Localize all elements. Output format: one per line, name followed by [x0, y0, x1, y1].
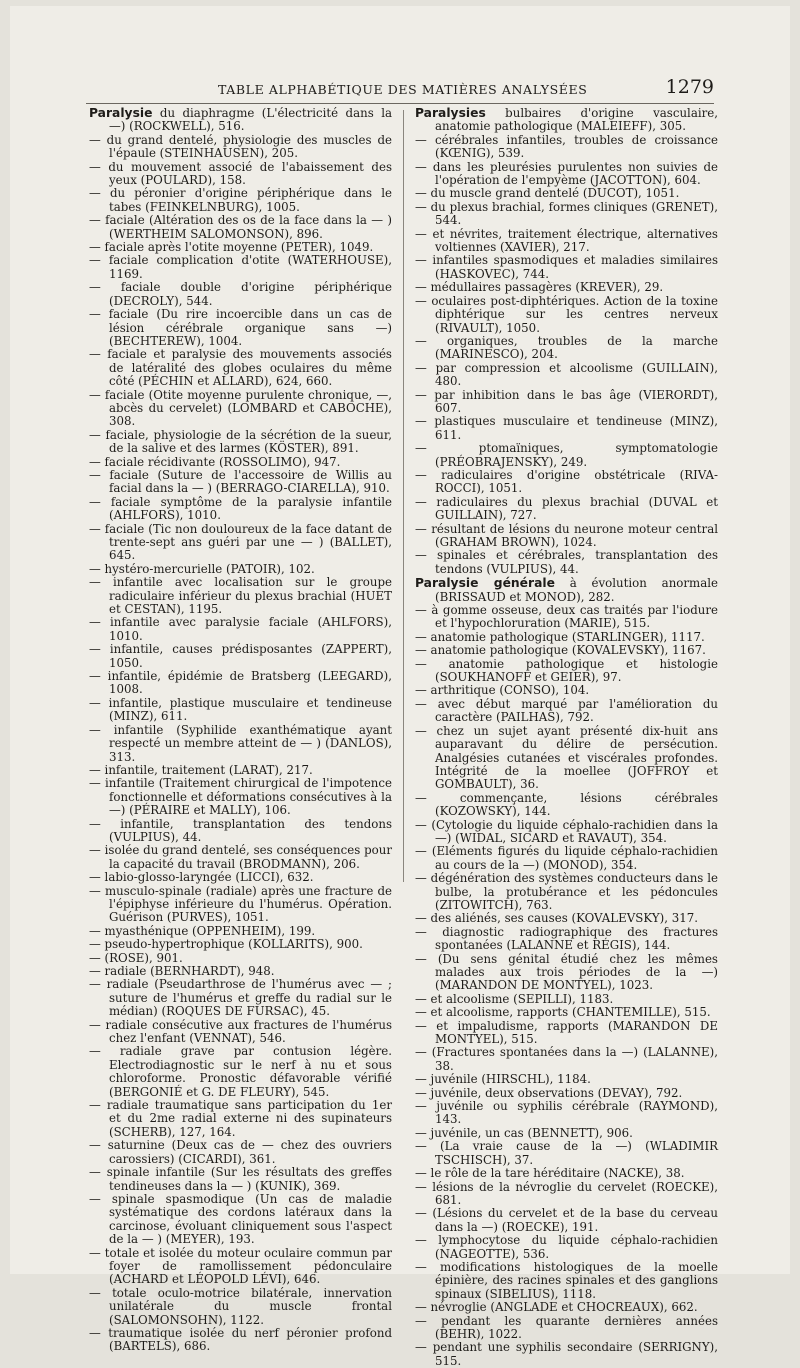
page-number: 1279 — [665, 76, 714, 98]
index-entry — [89, 885, 392, 925]
entry-text: — du péronier d'origine périphérique dans le tabes (FEINKELNBURG), 1005. — [89, 186, 392, 214]
index-entry — [89, 952, 392, 965]
index-entry — [89, 107, 392, 134]
entry-text: — (Eléments figurés du liquide céphalo-rachidien au cours de la —) (MONOD), 354. — [415, 844, 718, 872]
index-entry — [415, 872, 718, 912]
index-entry — [415, 469, 718, 496]
entry-text: — (La vraie cause de la —) (WLADIMIR TSCHISCH), 37. — [415, 1139, 718, 1167]
index-entry — [89, 1287, 392, 1327]
entry-text: — labio-glosso-laryngée (LICCI), 632. — [89, 870, 314, 885]
entry-text: — isolée du grand dentelé, ses conséquences pour la capacité du travail (BRODMANN), 206. — [89, 843, 392, 871]
index-entry — [415, 725, 718, 792]
entry-text: — radiale traumatique sans participation du 1er et du 2me radial externe ni des supinateurs (SCHERB), 127, 164. — [89, 1098, 392, 1139]
index-entry — [415, 1341, 718, 1368]
index-entry — [415, 1100, 718, 1127]
entry-text: — faciale double d'origine périphérique (DECROLY), 544. — [89, 280, 392, 308]
entry-text: — infantile (Syphilide exanthématique ayant respecté un membre atteint de — ) (DANLOS), 313. — [89, 722, 392, 764]
entry-headword: Paralysies — [415, 106, 486, 120]
index-entry — [415, 1301, 718, 1314]
entry-text: — médullaires passagères (KREVER), 29. — [415, 280, 664, 295]
index-entry — [89, 844, 392, 871]
entry-text: — radiale grave par contusion légère. Electrodiagnostic sur le nerf à nu et sous chloroforme. Pronostic défavorable vérifié (BERGONIÉ et G. DE FLEURY), 545. — [89, 1044, 392, 1099]
index-entry — [89, 1327, 392, 1354]
entry-text: — et névrites, traitement électrique, alternatives voltiennes (XAVIER), 217. — [415, 226, 718, 255]
index-entry — [415, 161, 718, 188]
entry-text: — faciale et paralysie des mouvements associés de latéralité des globes oculaires du même côté (PÉCHIN et ALLARD), 624, 660. — [89, 347, 392, 389]
index-entry — [89, 389, 392, 429]
index-entry — [415, 335, 718, 362]
entry-text: — radiale (Pseudarthrose de l'humérus avec — ; suture de l'humérus et greffe du radial sur le médian) (ROQUES DE FURSAC), 45. — [89, 977, 392, 1019]
entry-text: — oculaires post-diphtériques. Action de la toxine diphtérique sur les centres nerveux (RIVAULT), 1050. — [415, 293, 718, 335]
entry-text: — plastiques musculaire et tendineuse (MINZ), 611. — [415, 414, 718, 442]
index-entry — [89, 670, 392, 697]
index-entry — [89, 1193, 392, 1247]
index-entry — [415, 644, 718, 657]
entry-text: — du mouvement associé de l'abaissement des yeux (POULARD), 158. — [89, 159, 392, 188]
entry-text: — faciale symptôme de la paralysie infantile (AHLFORS), 1010. — [89, 494, 392, 523]
index-entry — [89, 1166, 392, 1193]
index-entry — [415, 254, 718, 281]
index-entry — [415, 1315, 718, 1342]
index-entry — [89, 456, 392, 469]
entry-text: — du plexus brachial, formes cliniques (GRENET), 544. — [415, 199, 718, 228]
entry-text: — faciale (Du rire incoercible dans un cas de lésion cérébrale organique sans —) (BECHTEREW), 1004. — [89, 307, 392, 348]
index-entry — [415, 1181, 718, 1208]
entry-text: — hystéro-mercurielle (PATOIR), 102. — [89, 561, 315, 576]
entry-text: — diagnostic radiographique des fractures spontanées (LALANNE et RÉGIS), 144. — [415, 924, 718, 953]
index-entry — [89, 161, 392, 188]
entry-text: — des aliénés, ses causes (KOVALEVSKY), 317. — [415, 911, 698, 926]
index-entry — [415, 295, 718, 335]
entry-text: — spinales et cérébrales, transplantation des tendons (VULPIUS), 44. — [415, 548, 718, 576]
entry-text: — infantile, causes prédisposantes (ZAPPERT), 1050. — [89, 642, 392, 670]
index-entry — [89, 1099, 392, 1139]
index-entry — [415, 1006, 718, 1019]
index-entry — [415, 577, 718, 604]
entry-text: — et impaludisme, rapports (MARANDON DE MONTYEL), 515. — [415, 1018, 718, 1047]
index-entry — [415, 1087, 718, 1100]
entry-text: — radiculaires d'origine obstétricale (RIVA-ROCCI), 1051. — [415, 467, 718, 496]
entry-text: — organiques, troubles de la marche (MARINESCO), 204. — [415, 333, 718, 362]
index-entry — [415, 1140, 718, 1167]
index-entry — [415, 792, 718, 819]
entry-text: — lymphocytose du liquide céphalo-rachidien (NAGEOTTE), 536. — [415, 1233, 718, 1261]
index-entry — [89, 1019, 392, 1046]
entry-text: — faciale après l'otite moyenne (PETER), 1049. — [89, 240, 374, 255]
left-column — [89, 107, 392, 1354]
index-entry — [415, 631, 718, 644]
entry-text: — avec début marqué par l'amélioration du caractère (PAILHAS), 792. — [415, 696, 718, 725]
index-entry — [415, 187, 718, 200]
index-entry — [89, 777, 392, 817]
index-entry — [415, 362, 718, 389]
index-entry — [415, 415, 718, 442]
index-entry — [415, 698, 718, 725]
index-entry — [415, 819, 718, 846]
entry-text: — par compression et alcoolisme (GUILLAIN), 480. — [415, 360, 718, 389]
entry-text: — (Cytologie du liquide céphalo-rachidien dans la —) (WIDAL, SICARD et RAVAUT), 354. — [415, 817, 718, 845]
index-entry — [415, 107, 718, 134]
entry-text: — faciale récidivante (ROSSOLIMO), 947. — [89, 454, 341, 469]
entry-text: à évolution anormale (BRISSAUD et MONOD), 282. — [435, 576, 719, 604]
entry-text: — ptomaïniques, symptomatologie (PRÉOBRAJENSKY), 249. — [415, 441, 718, 469]
entry-text: — myasthénique (OPPENHEIM), 199. — [89, 923, 316, 938]
index-entry — [89, 187, 392, 214]
entry-text: — faciale (Altération des os de la face dans la — ) (WERTHEIM SALOMONSON), 896. — [89, 213, 392, 241]
index-entry — [89, 1045, 392, 1099]
entry-text: — juvénile, deux observations (DEVAY), 792. — [415, 1085, 683, 1100]
entry-text: — modifications histologiques de la moelle épinière, des racines spinales et des ganglions spinaux (SIBELIUS), 1118. — [415, 1259, 718, 1301]
index-entry — [415, 684, 718, 697]
index-entry — [89, 697, 392, 724]
index-entry — [89, 254, 392, 281]
entry-text: — faciale (Suture de l'accessoire de Willis au facial dans la — ) (BERRAGO-CIARELLA), 910. — [89, 467, 392, 496]
entry-text: — (ROSE), 901. — [89, 950, 183, 965]
entry-text: — spinale infantile (Sur les résultats des greffes tendineuses dans la — ) (KUNIK), 369. — [89, 1165, 392, 1193]
index-entry — [89, 764, 392, 777]
entry-text: — du muscle grand dentelé (DUCOT), 1051. — [415, 186, 680, 201]
index-entry — [89, 348, 392, 388]
entry-text: bulbaires d'origine vasculaire, anatomie pathologique (MALEIEFF), 305. — [435, 106, 719, 134]
index-entry — [89, 818, 392, 845]
entry-text: — le rôle de la tare héréditaire (NACKE), 38. — [415, 1166, 685, 1181]
entry-text: — anatomie pathologique (STARLINGER), 1117. — [415, 629, 705, 644]
index-entry — [415, 604, 718, 631]
index-entry — [415, 201, 718, 228]
entry-text: — et alcoolisme, rapports (CHANTEMILLE), 515. — [415, 1005, 711, 1020]
index-entry — [89, 281, 392, 308]
index-entry — [89, 871, 392, 884]
entry-text: — pendant les quarante dernières années (BEHR), 1022. — [415, 1313, 718, 1341]
entry-text: — pseudo-hypertrophique (KOLLARITS), 900. — [89, 937, 363, 952]
index-entry — [415, 1261, 718, 1301]
index-entry — [89, 724, 392, 764]
entry-text: — faciale complication d'otite (WATERHOUSE), 1169. — [89, 253, 392, 281]
index-entry — [89, 965, 392, 978]
entry-text: — anatomie pathologique et histologie (SOUKHANOFF et GEIER), 97. — [415, 656, 718, 685]
entry-text: du diaphragme (L'électricité dans la —) (ROCKWELL), 516. — [109, 106, 392, 134]
index-entry — [89, 496, 392, 523]
entry-text: — névroglie (ANGLADE et CHOCREAUX), 662. — [415, 1300, 698, 1315]
entry-text: — (Fractures spontanées dans la —) (LALANNE), 38. — [415, 1045, 718, 1073]
index-entry — [89, 134, 392, 161]
entry-text: — juvénile (HIRSCHL), 1184. — [415, 1072, 591, 1087]
entry-text: — infantile avec paralysie faciale (AHLFORS), 1010. — [89, 615, 392, 643]
entry-headword: Paralysie générale — [415, 576, 555, 591]
index-entry — [89, 938, 392, 951]
index-entry — [89, 616, 392, 643]
index-entry — [415, 845, 718, 872]
index-entry — [415, 912, 718, 925]
index-entry — [415, 926, 718, 953]
entry-text: — dans les pleurésies purulentes non suivies de l'opération de l'empyème (JACOTTON), 604. — [415, 159, 718, 188]
entry-text: — faciale (Otite moyenne purulente chronique, —, abcès du cervelet) (LOMBARD et CABOCHE), 308. — [89, 387, 392, 429]
header-rule — [86, 103, 714, 104]
index-entry — [89, 563, 392, 576]
index-entry — [415, 442, 718, 469]
index-entry — [415, 389, 718, 416]
entry-text: — par inhibition dans le bas âge (VIERORDT), 607. — [415, 387, 718, 415]
index-entry — [415, 993, 718, 1006]
entry-text: — infantile, transplantation des tendons (VULPIUS), 44. — [89, 816, 392, 844]
entry-text: — (Du sens génital étudié chez les mêmes malades aux trois périodes de la —) (MARANDON DE MONTYEL), 1023. — [415, 951, 718, 993]
entry-text: — traumatique isolée du nerf péronier profond (BARTELS), 686. — [89, 1325, 392, 1354]
running-head: TABLE ALPHABÉTIQUE DES MATIÈRES ANALYSÉES — [218, 82, 588, 97]
index-entry — [89, 925, 392, 938]
entry-text: — dégénération des systèmes conducteurs dans le bulbe, la protubérance et les pédoncules (ZITOWITCH), 763. — [415, 871, 718, 912]
index-entry — [89, 241, 392, 254]
entry-text: — infantile avec localisation sur le groupe radiculaire inférieur du plexus brachial (HUET et CESTAN), 1195. — [89, 575, 392, 617]
index-entry — [89, 643, 392, 670]
entry-text: — infantiles spasmodiques et maladies similaires (HASKOVEC), 744. — [415, 253, 718, 281]
index-entry — [89, 469, 392, 496]
entry-text: — radiculaires du plexus brachial (DUVAL et GUILLAIN), 727. — [415, 494, 718, 523]
entry-text: — faciale, physiologie de la sécrétion de la sueur, de la salive et des larmes (KÖSTER), 891. — [89, 427, 392, 456]
entry-text: — du grand dentelé, physiologie des muscles de l'épaule (STEINHAUSEN), 205. — [89, 132, 392, 161]
entry-text: — totale et isolée du moteur oculaire commun par foyer de ramollissement pédonculaire (ACHARD et LÉOPOLD LÉVI), 646. — [89, 1245, 392, 1287]
entry-text: — infantile (Traitement chirurgical de l'impotence fonctionnelle et déformations consécutives à la —) (PÉRAIRE et MALLY), 106. — [89, 776, 392, 818]
index-entry — [415, 549, 718, 576]
entry-text: — arthritique (CONSO), 104. — [415, 683, 590, 698]
entry-text: — lésions de la névroglie du cervelet (ROECKE), 681. — [415, 1179, 718, 1207]
index-entry — [89, 308, 392, 348]
entry-text: — faciale (Tic non douloureux de la face datant de trente-sept ans guéri par une — ) (BALLET), 645. — [89, 521, 392, 563]
entry-text: — chez un sujet ayant présenté dix-huit ans auparavant du délire de persécution. Analgésies cutanées et viscérales profondes. Intégrité de la moellee (JOFFROY et GOMBAULT), 36. — [415, 723, 718, 792]
entry-text: — infantile, épidémie de Bratsberg (LEEGARD), 1008. — [89, 669, 392, 697]
index-entry — [415, 1127, 718, 1140]
entry-text: — saturnine (Deux cas de — chez des ouvriers carossiers) (CICARDI), 361. — [89, 1138, 392, 1166]
entry-text: — radiale consécutive aux fractures de l'humérus chez l'enfant (VENNAT), 546. — [89, 1017, 392, 1046]
index-entry — [415, 1167, 718, 1180]
entry-headword: Paralysie — [89, 106, 153, 120]
entry-text: — résultant de lésions du neurone moteur central (GRAHAM BROWN), 1024. — [415, 521, 718, 549]
column-separator — [403, 110, 404, 882]
entry-text: — commençante, lésions cérébrales (KOZOWSKY), 144. — [415, 790, 718, 819]
page-header — [86, 76, 714, 106]
entry-text: — anatomie pathologique (KOVALEVSKY), 1167. — [415, 643, 706, 658]
index-entry — [415, 134, 718, 161]
index-entry — [415, 953, 718, 993]
index-entry — [415, 1207, 718, 1234]
index-entry — [89, 1247, 392, 1287]
right-column — [415, 107, 718, 1368]
index-entry — [415, 1046, 718, 1073]
index-entry — [415, 228, 718, 255]
entry-text: — juvénile, un cas (BENNETT), 906. — [415, 1125, 633, 1140]
index-entry — [415, 523, 718, 550]
index-entry — [89, 978, 392, 1018]
entry-text: — infantile, traitement (LARAT), 217. — [89, 762, 313, 777]
entry-text: — radiale (BERNHARDT), 948. — [89, 964, 275, 978]
entry-text: — juvénile ou syphilis cérébrale (RAYMOND), 143. — [415, 1099, 718, 1127]
entry-text: — à gomme osseuse, deux cas traités par l'iodure et l'hypochloruration (MARIE), 515. — [415, 603, 718, 631]
index-entry — [415, 1234, 718, 1261]
index-entry — [415, 496, 718, 523]
index-entry — [415, 281, 718, 294]
entry-text: — (Lésions du cervelet et de la base du cerveau dans la —) (ROECKE), 191. — [415, 1206, 718, 1234]
entry-text: — et alcoolisme (SEPILLI), 1183. — [415, 991, 614, 1006]
index-entry — [89, 576, 392, 616]
entry-text: — musculo-spinale (radiale) après une fracture de l'épiphyse inférieure du l'humérus. Opération. Guérison (PURVES), 1051. — [89, 883, 392, 925]
index-entry — [415, 658, 718, 685]
entry-text: — spinale spasmodique (Un cas de maladie systématique des cordons latéraux dans la carcinose, évoluant cliniquement sous l'aspect de la — ) (MEYER), 193. — [89, 1191, 392, 1247]
index-entry — [89, 1139, 392, 1166]
index-entry — [89, 429, 392, 456]
entry-text: — pendant une syphilis secondaire (SERRIGNY), 515. — [415, 1340, 718, 1368]
index-entry — [415, 1020, 718, 1047]
entry-text: — cérébrales infantiles, troubles de croissance (KŒNIG), 539. — [415, 132, 718, 161]
entry-text: — totale oculo-motrice bilatérale, innervation unilatérale du muscle frontal (SALOMONSOHN), 1122. — [89, 1285, 392, 1327]
index-entry — [89, 523, 392, 563]
entry-text: — infantile, plastique musculaire et tendineuse (MINZ), 611. — [89, 695, 392, 724]
index-entry — [415, 1073, 718, 1086]
index-entry — [89, 214, 392, 241]
